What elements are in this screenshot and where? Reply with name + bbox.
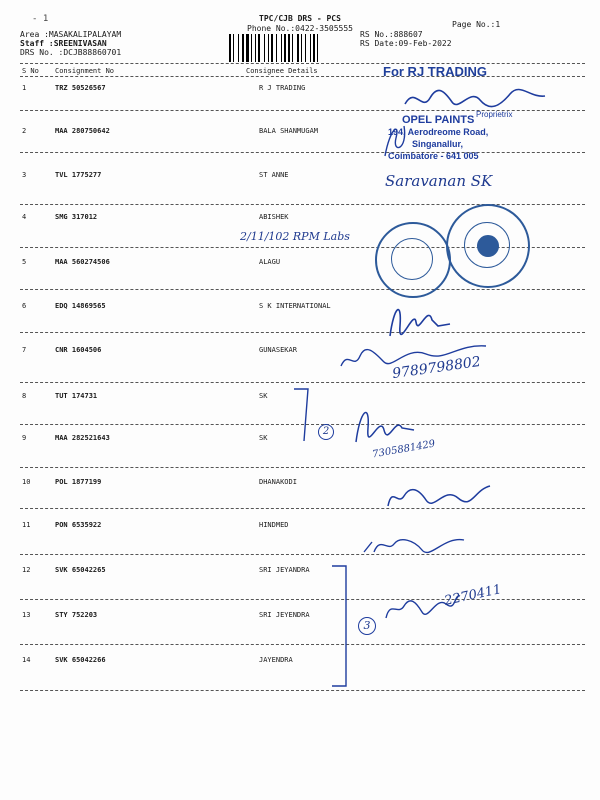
header-rule-top bbox=[20, 63, 585, 64]
header-left bbox=[20, 30, 121, 57]
row-sno: 5 bbox=[22, 258, 27, 266]
document-title: TPC/CJB DRS - PCS bbox=[259, 14, 341, 23]
row-consignee: ABISHEK bbox=[259, 213, 289, 221]
row-consignee: ST ANNE bbox=[259, 171, 289, 179]
barcode-bar bbox=[292, 34, 293, 62]
barcode-bar bbox=[297, 34, 299, 62]
row-sno: 10 bbox=[22, 478, 31, 486]
rows12-14-bracket bbox=[330, 562, 352, 690]
row-consignee: GUNASEKAR bbox=[259, 346, 297, 354]
row3-signature: Saravanan SK bbox=[385, 172, 493, 190]
row-sno: 14 bbox=[22, 656, 31, 664]
row-divider bbox=[20, 332, 585, 333]
row-consignment: SMG 317012 bbox=[55, 213, 98, 221]
row-sno: 6 bbox=[22, 302, 27, 310]
row-consignee: SRI JEYENDRA bbox=[259, 611, 310, 619]
row-divider bbox=[20, 554, 585, 555]
barcode-bar bbox=[251, 34, 252, 62]
row-consignment: TRZ 50526567 bbox=[55, 84, 106, 92]
row-divider bbox=[20, 690, 585, 691]
row-divider bbox=[20, 644, 585, 645]
barcode-bar bbox=[310, 34, 311, 62]
barcode-bar bbox=[258, 34, 260, 62]
row9-signature bbox=[350, 398, 420, 448]
barcode-bar bbox=[301, 34, 302, 62]
barcode-bar bbox=[229, 34, 231, 62]
table-row bbox=[0, 611, 600, 631]
header-right bbox=[360, 30, 452, 48]
row-consignee: SRI JEYANDRA bbox=[259, 566, 310, 574]
row-consignment: MAA 280750642 bbox=[55, 127, 110, 135]
barcode-bar bbox=[305, 34, 306, 62]
row-consignment: PON 6535922 bbox=[55, 521, 102, 529]
row9-circled-number: 2 bbox=[318, 424, 334, 440]
table-row bbox=[0, 127, 600, 147]
row-divider bbox=[20, 599, 585, 600]
row-consignment: MAA 282521643 bbox=[55, 434, 110, 442]
opel-address-line1: 194, Aerodreome Road, bbox=[388, 127, 489, 137]
drs-number: DRS No. :DCJB88860701 bbox=[20, 48, 122, 57]
row-consignee: R J TRADING bbox=[259, 84, 306, 92]
row-divider bbox=[20, 467, 585, 468]
column-sno: S No bbox=[22, 67, 39, 75]
row-consignee: BALA SHANMUGAM bbox=[259, 127, 319, 135]
round-seal-left-inner bbox=[391, 238, 433, 280]
rs-date: RS Date:09-Feb-2022 bbox=[360, 39, 452, 48]
barcode-bar bbox=[317, 34, 318, 62]
barcode-bar bbox=[271, 34, 273, 62]
row-consignee: SK bbox=[259, 434, 268, 442]
rj-trading-stamp: For RJ TRADING bbox=[383, 64, 487, 79]
corner-mark: - 1 bbox=[32, 14, 49, 24]
row-sno: 4 bbox=[22, 213, 27, 221]
row-consignee: JAYENDRA bbox=[259, 656, 293, 664]
row-consignment: CNR 1604506 bbox=[55, 346, 102, 354]
barcode-bar bbox=[255, 34, 256, 62]
barcode-bar bbox=[242, 34, 244, 62]
barcode-bar bbox=[268, 34, 269, 62]
row-consignee: HINDMED bbox=[259, 521, 289, 529]
table-row bbox=[0, 171, 600, 191]
row-consignee: DHANAKODI bbox=[259, 478, 297, 486]
barcode-bar bbox=[276, 34, 277, 62]
opel-signature-scribble bbox=[382, 118, 412, 158]
row11-signature bbox=[360, 530, 470, 558]
column-consignee: Consignee Details bbox=[246, 67, 318, 75]
barcode-bar bbox=[238, 34, 239, 62]
phone-number: Phone No.:0422-3505555 bbox=[247, 24, 353, 33]
row-sno: 13 bbox=[22, 611, 31, 619]
table-row bbox=[0, 656, 600, 676]
row-sno: 8 bbox=[22, 392, 27, 400]
row-sno: 1 bbox=[22, 84, 27, 92]
table-row bbox=[0, 346, 600, 366]
row-divider bbox=[20, 508, 585, 509]
barcode-bar bbox=[284, 34, 286, 62]
barcode-bar bbox=[313, 34, 315, 62]
proprietrix-label: Proprietrix bbox=[476, 110, 513, 119]
row6-signature bbox=[380, 296, 460, 341]
row10-signature bbox=[384, 480, 494, 510]
barcode-bar bbox=[264, 34, 265, 62]
row13-circled-number: 3 bbox=[358, 617, 376, 635]
row-sno: 7 bbox=[22, 346, 27, 354]
row-divider bbox=[20, 289, 585, 290]
row-divider bbox=[20, 152, 585, 153]
row-consignment: TVL 1775277 bbox=[55, 171, 102, 179]
row-consignment: POL 1877199 bbox=[55, 478, 102, 486]
row-sno: 12 bbox=[22, 566, 31, 574]
row13-handwritten-number: 2270411 bbox=[443, 582, 503, 609]
staff-label: Staff :SREENIVASAN bbox=[20, 39, 107, 48]
area-label: Area :MASAKALIPALAYAM bbox=[20, 30, 122, 39]
column-consignment: Consignment No bbox=[55, 67, 115, 75]
opel-address-line2: Singanallur, bbox=[412, 139, 464, 149]
barcode-bar bbox=[288, 34, 290, 62]
row-consignee: S K INTERNATIONAL bbox=[259, 302, 331, 310]
row-consignment: TUT 174731 bbox=[55, 392, 98, 400]
rpm-labs-seal bbox=[446, 204, 530, 288]
row-sno: 2 bbox=[22, 127, 27, 135]
row7-phone-number: 9789798802 bbox=[391, 353, 482, 383]
table-row bbox=[0, 566, 600, 586]
row-consignee: SK bbox=[259, 392, 268, 400]
row-consignment: EDQ 14869565 bbox=[55, 302, 106, 310]
row8-bracket bbox=[290, 385, 320, 445]
rs-number: RS No.:888607 bbox=[360, 30, 423, 39]
table-row bbox=[0, 478, 600, 498]
page-number: Page No.:1 bbox=[452, 20, 501, 29]
rj-trading-signature bbox=[400, 84, 550, 114]
row-consignment: SVK 65042265 bbox=[55, 566, 106, 574]
row9-handwritten-number: 7305881429 bbox=[371, 438, 437, 461]
document-title-block bbox=[230, 14, 370, 34]
row4-handwritten-note: 2/11/102 RPM Labs bbox=[240, 230, 350, 243]
row-sno: 3 bbox=[22, 171, 27, 179]
barcode-bar bbox=[246, 34, 249, 62]
opel-address-line3: Coimbatore - 641 005 bbox=[388, 151, 479, 161]
row-divider bbox=[20, 382, 585, 383]
opel-paints-name: OPEL PAINTS bbox=[402, 114, 475, 126]
row-sno: 9 bbox=[22, 434, 27, 442]
header-rule-bottom bbox=[20, 76, 585, 77]
row-consignment: SVK 65042266 bbox=[55, 656, 106, 664]
table-row bbox=[0, 302, 600, 322]
row-sno: 11 bbox=[22, 521, 31, 529]
row-consignment: STY 752203 bbox=[55, 611, 98, 619]
row-consignment: MAA 560274506 bbox=[55, 258, 110, 266]
round-seal-left bbox=[375, 222, 451, 298]
barcode bbox=[229, 34, 353, 62]
barcode-bar bbox=[281, 34, 282, 62]
barcode-bar bbox=[233, 34, 234, 62]
rpm-labs-seal-emblem bbox=[477, 235, 499, 257]
row-consignee: ALAGU bbox=[259, 258, 281, 266]
table-row bbox=[0, 521, 600, 541]
